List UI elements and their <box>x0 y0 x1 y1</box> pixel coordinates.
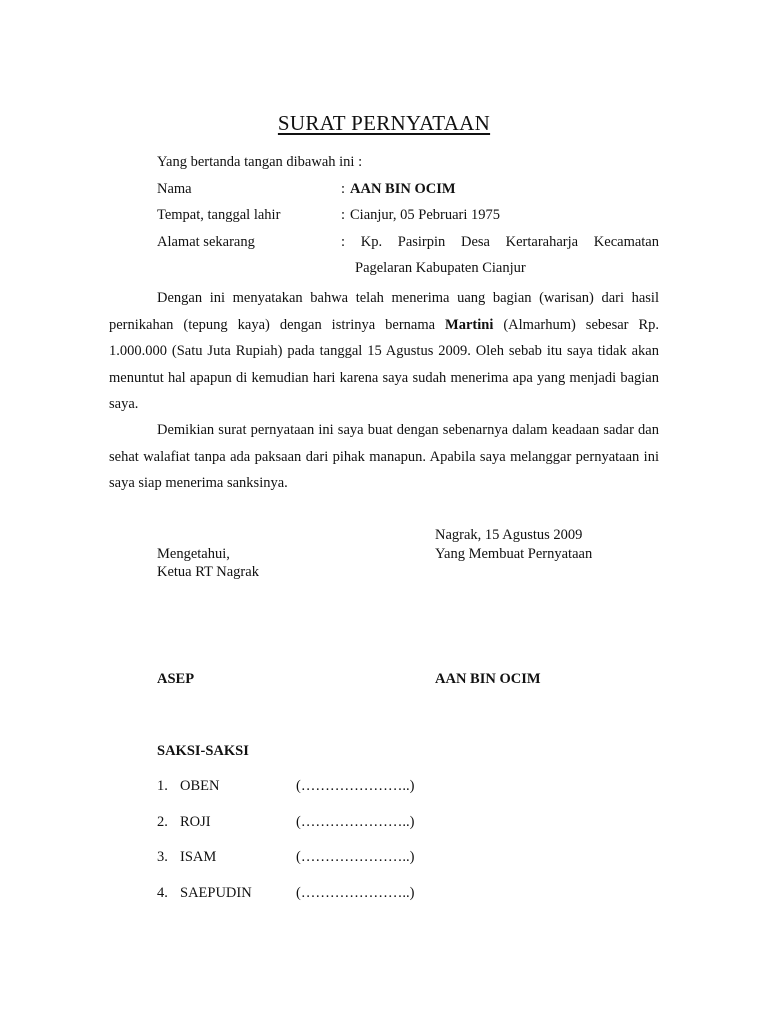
name-label: Nama <box>157 181 192 197</box>
birth-colon: : <box>341 207 346 223</box>
closing-text: Demikian surat pernyataan ini saya buat dengan sebenarnya dalam keadaan sadar dan sehat walafiat tanpa ada paksaan dari pihak manapun. Apabila saya melanggar pernyataan ini saya siap menerima sanksinya. <box>109 422 659 491</box>
known-label: Mengetahui, <box>157 546 230 562</box>
statement-paragraph <box>109 285 659 418</box>
place-date: Nagrak, 15 Agustus 2009 <box>435 527 583 543</box>
rt-label: Ketua RT Nagrak <box>157 564 259 580</box>
statement-part-1: Dengan ini menyatakan bahwa telah menerima uang bagian (warisan) dari hasil pernikahan (tepung kaya) dengan istrinya bernama <box>109 290 659 333</box>
birth-label: Tempat, tanggal lahir <box>157 207 281 223</box>
address-line-1: : Kp. Pasirpin Desa Kertaraharja Kecamatan <box>341 234 659 250</box>
witness-number: 4. <box>157 885 168 901</box>
witness-name: ISAM <box>180 849 217 865</box>
witness-signature-line: (…………………..) <box>296 885 415 901</box>
birth-value: Cianjur, 05 Pebruari 1975 <box>350 207 501 223</box>
address-line-2: Pagelaran Kabupaten Cianjur <box>355 260 526 276</box>
witness-number: 1. <box>157 778 168 794</box>
witness-name: OBEN <box>180 778 220 794</box>
witness-name: SAEPUDIN <box>180 885 252 901</box>
closing-paragraph <box>109 417 659 497</box>
document-title: SURAT PERNYATAAN <box>277 111 491 135</box>
maker-name: AAN BIN OCIM <box>435 671 541 687</box>
statement-part-2: (Almarhum) sebesar Rp. 1.000.000 (Satu Juta Rupiah) pada tanggal 15 Agustus 2009. Oleh sebab itu saya tidak akan menuntut hal apapun di kemudian hari karena saya sudah menerima apa yang menjadi bagian saya. <box>109 316 659 412</box>
intro-text: Yang bertanda tangan dibawah ini : <box>157 154 363 170</box>
witnesses-heading: SAKSI-SAKSI <box>157 743 249 759</box>
witness-signature-line: (…………………..) <box>296 849 415 865</box>
witness-number: 2. <box>157 814 168 830</box>
witness-number: 3. <box>157 849 168 865</box>
witness-signature-line: (…………………..) <box>296 814 415 830</box>
name-colon: : <box>341 181 346 197</box>
witness-signature-line: (…………………..) <box>296 778 415 794</box>
witness-name: ROJI <box>180 814 211 830</box>
name-value: AAN BIN OCIM <box>350 181 456 197</box>
statement-bold-name: Martini <box>445 316 494 333</box>
maker-label: Yang Membuat Pernyataan <box>435 546 593 562</box>
rt-name: ASEP <box>157 671 195 687</box>
address-label: Alamat sekarang <box>157 234 255 250</box>
